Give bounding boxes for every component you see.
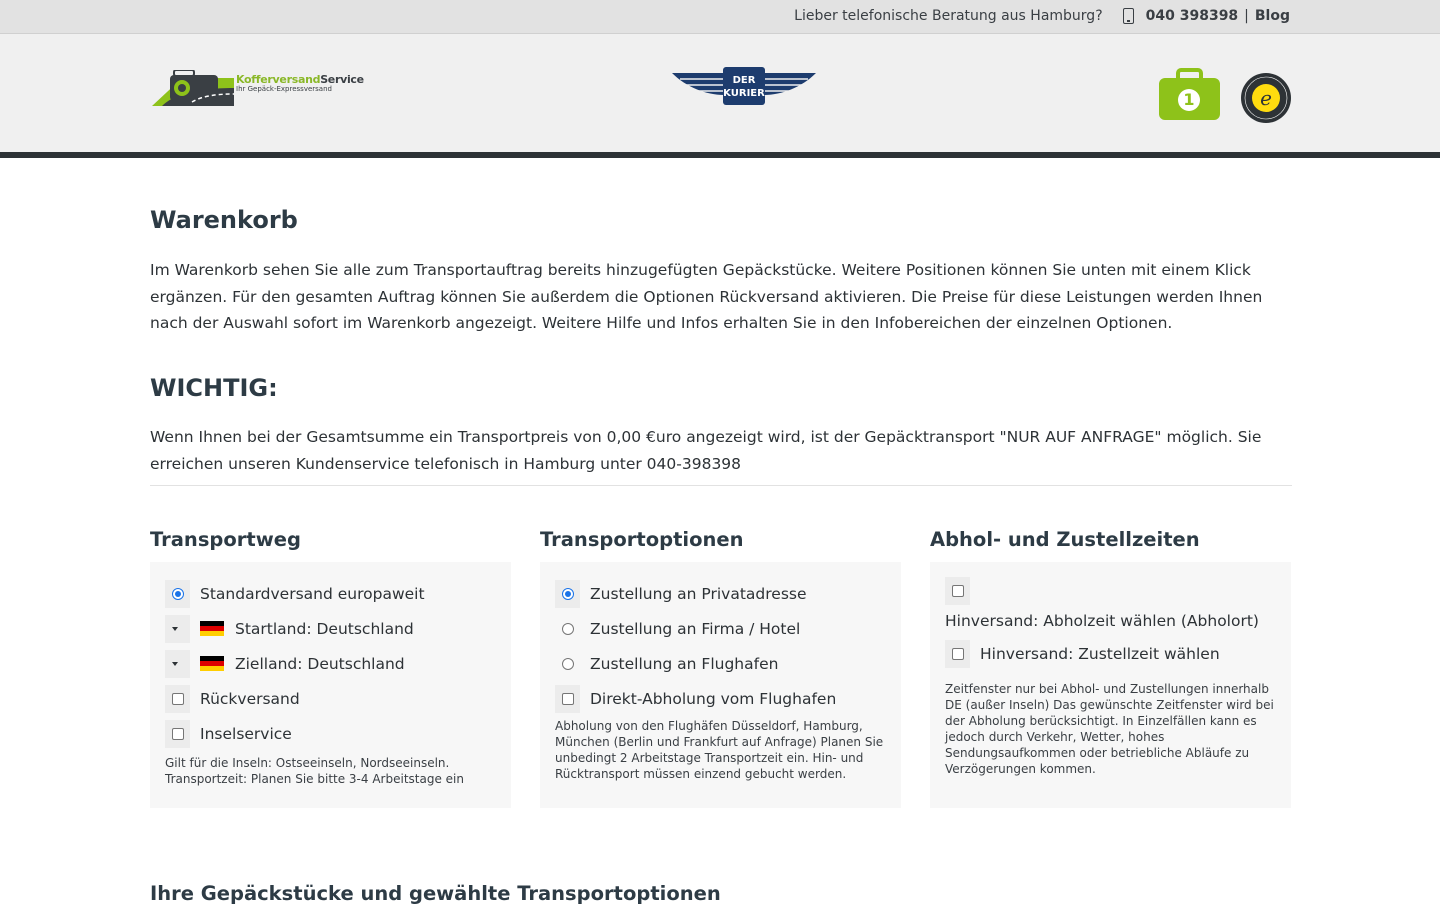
trusted-shops-badge[interactable] — [1240, 72, 1292, 124]
zeiten-section — [930, 528, 1291, 808]
zeiten-panel — [930, 562, 1291, 808]
logo-tagline: Ihr Gepäck-Expressversand — [236, 85, 332, 93]
chevron-down-icon — [172, 662, 178, 666]
kurier-line-1: DER — [732, 75, 756, 86]
transportweg-title: Transportweg — [150, 528, 301, 551]
notice-text: Wenn Ihnen bei der Gesamtsumme ein Transportpreis von 0,00 €uro angezeigt wird, ist der Gepäcktransport "NUR AUF ANFRAGE" möglich. Sie erreichen unseren Kundenservice telefonisch in Hamburg unter 040-398398 — [150, 428, 1262, 473]
section-divider — [150, 485, 1292, 486]
transportweg-section — [150, 528, 511, 808]
zeiten-title: Abhol- und Zustellzeiten — [930, 528, 1200, 551]
germany-flag-icon — [200, 656, 224, 671]
zustellzeit-checkbox[interactable] — [952, 648, 964, 660]
option-abholzeit[interactable] — [945, 576, 1276, 606]
option-rueckversand[interactable] — [165, 681, 496, 716]
suitcase-logo-icon — [152, 70, 234, 106]
flughafen-label: Zustellung an Flughafen — [590, 654, 779, 673]
transportoptionen-panel — [540, 562, 901, 808]
kurier-line-2: KURIER — [723, 88, 765, 99]
top-bar — [0, 0, 1440, 34]
option-firma-hotel[interactable] — [555, 611, 886, 646]
zustellzeit-label: Hinversand: Zustellzeit wählen — [980, 644, 1220, 663]
germany-flag-icon — [200, 621, 224, 636]
option-flughafen[interactable] — [555, 646, 886, 681]
zielland-select[interactable] — [165, 646, 496, 681]
standard-radio[interactable] — [172, 588, 184, 600]
cart-count-badge: 1 — [1178, 89, 1200, 111]
notice-title: WICHTIG: — [150, 374, 278, 402]
option-zustellzeit[interactable] — [945, 636, 1276, 671]
header-divider — [0, 152, 1440, 158]
logo-name-2: Service — [320, 73, 364, 86]
privatadresse-label: Zustellung an Privatadresse — [590, 584, 807, 603]
topbar-separator: | — [1244, 8, 1249, 24]
consult-question: Lieber telefonische Beratung aus Hamburg? — [794, 8, 1103, 24]
firma-hotel-radio[interactable] — [562, 623, 574, 635]
flughafen-note: Abholung von den Flughäfen Düsseldorf, Hamburg, München (Berlin und Frankfurt auf Anfrage) Planen Sie unbedingt 2 Arbeitstage Transportzeit ein. Hin- und Rücktransport müssen einzend gebucht werden. — [555, 719, 884, 781]
rueckversand-label: Rückversand — [200, 689, 300, 708]
rueckversand-checkbox[interactable] — [172, 693, 184, 705]
blog-link[interactable]: Blog — [1254, 8, 1290, 24]
transportweg-panel — [150, 562, 511, 808]
direkt-abholung-label: Direkt-Abholung vom Flughafen — [590, 689, 837, 708]
insel-note: Gilt für die Inseln: Ostseeinseln, Nordseeinseln. Transportzeit: Planen Sie bitte 3-4 Arbeitstage ein — [165, 756, 464, 786]
logo-name-1: Kofferversand — [236, 73, 321, 86]
abholzeit-checkbox[interactable] — [952, 585, 964, 597]
contact-line — [794, 8, 1290, 24]
direkt-abholung-checkbox[interactable] — [562, 693, 574, 705]
privatadresse-radio[interactable] — [562, 588, 574, 600]
startland-select[interactable] — [165, 611, 496, 646]
site-header — [0, 34, 1440, 152]
phone-number-link[interactable]: 040 398398 — [1145, 8, 1239, 24]
intro-text: Im Warenkorb sehen Sie alle zum Transportauftrag bereits hinzugefügten Gepäckstücke. Weitere Positionen können Sie unten mit einem Klick ergänzen. Für den gesamten Auftrag können Sie außerdem die Optionen Rückversand aktivieren. Die Preise für diese Leistungen werden Ihnen nach der Auswahl sofort im Warenkorb angezeigt. Weitere Hilfe und Infos erhalten Sie in den Infobereichen der einzelnen Optionen. — [150, 261, 1263, 332]
cart-button[interactable] — [1159, 68, 1220, 120]
zeiten-note: Zeitfenster nur bei Abhol- und Zustellungen innerhalb DE (außer Inseln) Das gewünschte Zeitfenster wird bei der Abholung berücksichtigt. In Einzelfällen kann es jedoch durch Verkehr, Wetter, hohes Sendungsaufkommen oder betriebliche Abläufe zu Verzögerungen kommen. — [945, 682, 1274, 776]
startland-label: Startland: Deutschland — [235, 619, 414, 638]
standard-label: Standardversand europaweit — [200, 584, 425, 603]
firma-hotel-label: Zustellung an Firma / Hotel — [590, 619, 801, 638]
kofferversand-logo[interactable] — [150, 62, 364, 110]
trusted-letter: e — [1260, 86, 1272, 110]
option-privatadresse[interactable] — [555, 576, 886, 611]
flughafen-radio[interactable] — [562, 658, 574, 670]
phone-icon — [1123, 8, 1134, 24]
option-standard[interactable] — [165, 576, 496, 611]
der-kurier-logo[interactable] — [672, 65, 816, 109]
gepaeck-section-title: Ihre Gepäckstücke und gewählte Transportoptionen — [150, 882, 721, 905]
inselservice-checkbox[interactable] — [172, 728, 184, 740]
abholzeit-label: Hinversand: Abholzeit wählen (Abholort) — [945, 612, 1259, 630]
inselservice-label: Inselservice — [200, 724, 292, 743]
option-direkt-abholung[interactable] — [555, 681, 886, 716]
page-title: Warenkorb — [150, 206, 298, 234]
chevron-down-icon — [172, 627, 178, 631]
option-inselservice[interactable] — [165, 716, 496, 751]
transportoptionen-section — [540, 528, 901, 808]
transportoptionen-title: Transportoptionen — [540, 528, 744, 551]
zielland-label: Zielland: Deutschland — [235, 654, 405, 673]
